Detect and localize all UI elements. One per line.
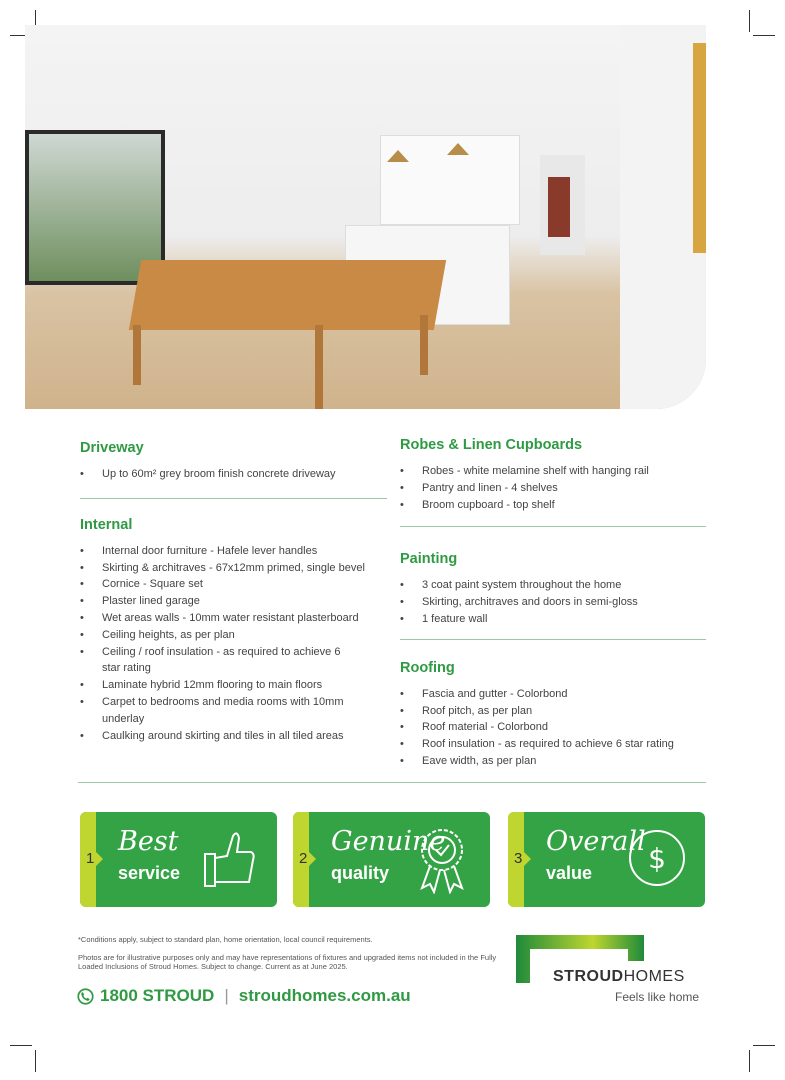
brand-name: STROUDHOMES [553,968,685,985]
robes-section [400,437,706,513]
list-item: • Pantry and linen - 4 shelves [400,480,706,497]
list-item: • Roof insulation - as required to achieve 6 star rating [400,736,706,753]
list-item: • Skirting, architraves and doors in semi-gloss [400,594,706,611]
list-item: • Wet areas walls - 10mm water resistant plasterboard [80,610,387,627]
crop-mark [753,1045,775,1046]
card-number: 1 [86,850,95,867]
right-column [400,437,706,770]
list-item: • Roof material - Colorbond [400,719,706,736]
separator: | [224,986,229,1005]
list-item: • Ceiling heights, as per plan [80,627,387,644]
list-item: • Robes - white melamine shelf with hanging rail [400,463,706,480]
internal-section [80,517,387,745]
list-item: • Eave width, as per plan [400,753,706,770]
painting-section [400,551,706,627]
list-item: • Ceiling / roof insulation - as required to achieve 6 star rating [80,644,350,678]
dining-table [129,260,446,330]
card-number: 2 [299,850,308,867]
divider [80,498,387,499]
list-item: • Laminate hybrid 12mm flooring to main floors [80,677,387,694]
phone-icon [77,988,94,1005]
thumbs-up-icon [199,826,259,891]
hero-photo-dining-kitchen [25,25,706,409]
crop-mark [749,1050,750,1072]
list-item: • Caulking around skirting and tiles in all tiled areas [80,728,387,745]
roofing-section [400,660,706,770]
conditions-note: *Conditions apply, subject to standard plan, home orientation, local council requirements. [78,935,373,944]
card-script-word: Overall [546,826,646,857]
award-ribbon-icon [412,826,472,894]
feature-card-best-service [80,812,277,907]
feature-card-overall-value [508,812,705,907]
list-item: • Cornice - Square set [80,576,387,593]
list-item: • Plaster lined garage [80,593,387,610]
card-word: quality [331,863,390,883]
front-door [548,177,570,237]
card-script-word: Best [118,826,179,857]
crop-mark [749,10,750,32]
list-item: • Internal door furniture - Hafele lever handles [80,543,387,560]
contact-line [77,986,411,1006]
section-title: Driveway [80,440,144,456]
section-title: Roofing [400,659,455,676]
section-title: Painting [400,551,458,568]
wall-art [693,43,706,253]
svg-text:$: $ [648,842,666,875]
crop-mark [753,35,775,36]
list-item: • Carpet to bedrooms and media rooms with 10mm underlay [80,694,360,728]
divider [400,526,706,527]
feature-card-genuine-quality [293,812,490,907]
crop-mark [10,1045,32,1046]
card-word: value [546,863,593,883]
list-item: • Up to 60m² grey broom finish concrete driveway [80,466,387,483]
phone-number[interactable]: 1800 STROUD [100,986,215,1005]
website-link[interactable]: stroudhomes.com.au [238,986,411,1005]
section-title: Internal [80,516,133,533]
card-script-word: Genuine [331,826,446,857]
divider [400,639,706,640]
list-item: • Fascia and gutter - Colorbond [400,686,706,703]
list-item: • Skirting & architraves - 67x12mm primed, single bevel [80,560,387,577]
list-item: • 1 feature wall [400,611,706,628]
driveway-section [80,440,387,483]
dollar-circle-icon [627,826,687,890]
section-title: Robes & Linen Cupboards [400,437,583,453]
photos-disclaimer: Photos are for illustrative purposes only and may have representations of fixtures and upgraded items not included in the Fully Loaded Inclusions of Stroud Homes. Subject to change. Current as at June 2025. [78,953,497,971]
card-number: 3 [514,850,523,867]
card-word: service [118,863,181,883]
stroud-homes-logo [516,935,700,1004]
list-item: • Broom cupboard - top shelf [400,497,706,514]
crop-mark [35,1050,36,1072]
kitchen-cabinets [380,135,520,225]
list-item: • 3 coat paint system throughout the home [400,577,706,594]
left-column [80,430,387,744]
list-item: • Roof pitch, as per plan [400,703,706,720]
tagline: Feels like home [615,990,700,1004]
divider [78,782,706,783]
